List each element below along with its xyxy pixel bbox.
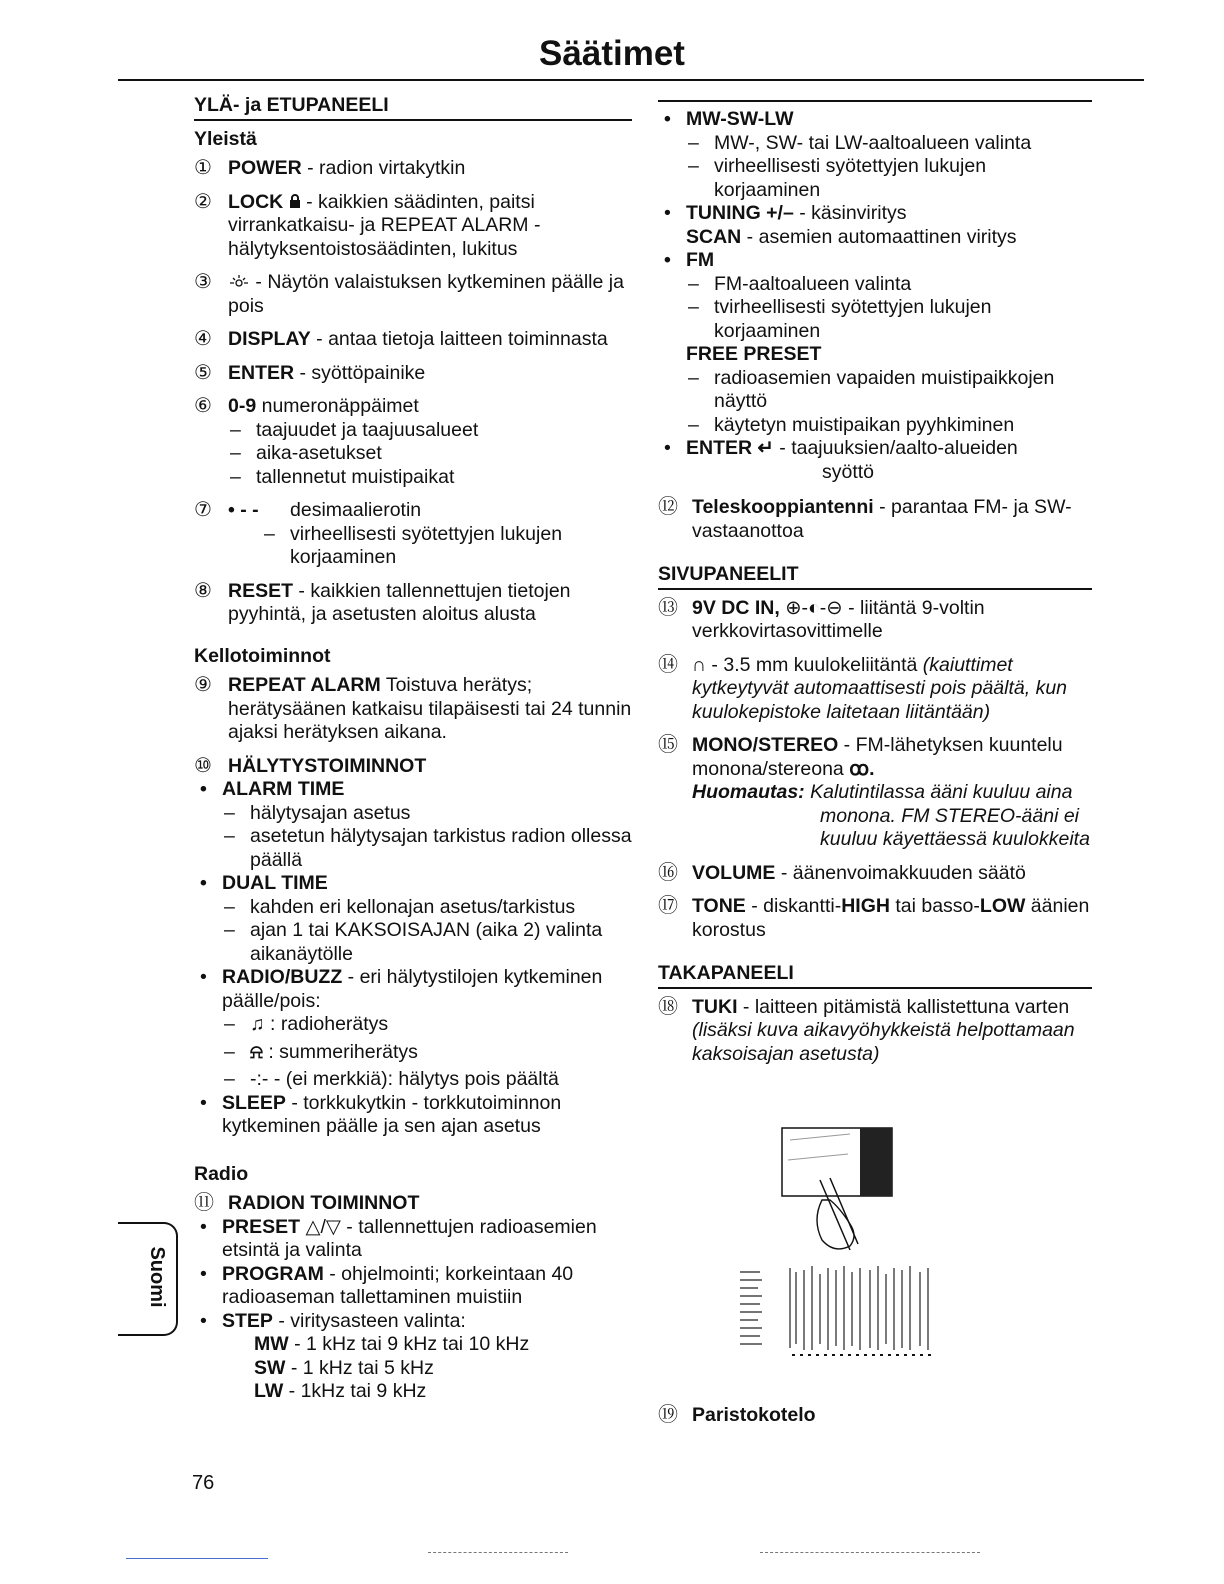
list-item: – virheellisesti syötettyjen lukujen korjaaminen — [686, 155, 1092, 202]
control-reset: ⑧ RESET - kaikkien tallennettujen tietojen pyyhintä, ja asetusten aloitus alusta — [194, 579, 571, 625]
list-item: – tallennetut muistipaikat — [228, 466, 632, 490]
control-volume: ⑯ VOLUME - äänenvoimakkuuden säätö — [658, 861, 1026, 884]
list-item: – ajan 1 tai KAKSOISAJAN (aika 2) valinta aikanäytölle — [222, 919, 632, 966]
note-body: monona. FM STEREO-ääni ei kuuluu käyettäessä kuulokkeita — [820, 804, 1090, 850]
backlight-icon — [228, 274, 250, 290]
list-item: – radioasemien vapaiden muistipaikkojen näyttö — [686, 367, 1092, 414]
list-item: – käytetyn muistipaikan pyyhkiminen — [686, 414, 1092, 438]
callout-number: ⑦ — [194, 499, 212, 521]
step-sw: SW - 1 kHz tai 5 kHz — [254, 1356, 434, 1379]
callout-number: ③ — [194, 271, 212, 293]
up-down-arrows-icon: △/▽ — [305, 1215, 341, 1238]
callout-number: ⑬ — [658, 596, 678, 619]
alarm-time: • ALARM TIME — [194, 778, 632, 802]
subheading-general: Yleistä — [194, 127, 257, 150]
list-item: – asetetun hälytysajan tarkistus radion ollessa päällä — [222, 825, 632, 872]
callout-number: ⑲ — [658, 1404, 678, 1426]
control-decimal: ⑦ • - - desimaalierotin – virheellisesti syötettyjen lukujen korjaaminen — [194, 499, 632, 570]
left-column — [194, 94, 632, 1414]
list-item: – MW-, SW- tai LW-aaltoalueen valinta — [686, 132, 1092, 156]
control-backlight: ③ - Näytön valaistuksen kytkeminen päälle ja pois — [194, 271, 624, 317]
dual-time: • DUAL TIME — [194, 872, 632, 896]
list-item: – -:- - (ei merkkiä): hälytys pois päältä — [222, 1068, 632, 1092]
preset: • PRESET △/▽ - tallennettujen radioasemien etsintä ja valinta — [194, 1216, 632, 1263]
list-item: – hälytysajan asetus — [222, 802, 632, 826]
enter: • ENTER ↵ - taajuuksien/aalto-alueiden — [658, 437, 1092, 461]
callout-number: ⑧ — [194, 579, 212, 602]
program: • PROGRAM - ohjelmointi; korkeintaan 40 radioaseman tallettaminen muistiin — [194, 1263, 632, 1310]
callout-number: ⑭ — [658, 653, 678, 676]
control-stand: ⑱ TUKI - laitteen pitämistä kallistettuna varten (lisäksi kuva aikavyöhykkeistä helpottamaan kaksoisajan asetusta) — [658, 995, 1075, 1065]
page-title: Säätimet — [539, 34, 685, 73]
headphone-icon: ∩ — [692, 653, 707, 676]
right-column — [658, 100, 1092, 1076]
list-item: – ♫ : radioherätys — [222, 1013, 632, 1037]
callout-number: ⑫ — [658, 496, 678, 518]
control-telescopic-antenna: ⑫ Teleskooppiantenni - parantaa FM- ja SW-vastaanottoa — [658, 496, 1072, 542]
callout-number: ⑩ — [194, 754, 212, 777]
list-item: – ⍾ : summeriherätys — [222, 1041, 632, 1065]
section-heading-side: SIVUPANEELIT — [658, 563, 1092, 590]
callout-number: ⑥ — [194, 395, 212, 417]
list-item: – kahden eri kellonajan asetus/tarkistus — [222, 896, 632, 920]
scan-artifact — [760, 1552, 980, 1555]
column-rule — [658, 100, 1092, 102]
control-repeat-alarm: ⑨ REPEAT ALARM Toistuva herätys; herätysäänen katkaisu tilapäisesti tai 24 tunnin ajaksi herätyksen aikana. — [194, 674, 632, 743]
page-number: 76 — [192, 1472, 215, 1494]
title-rule — [118, 79, 1144, 81]
callout-number: ⑰ — [658, 895, 678, 917]
list-item: – FM-aaltoalueen valinta — [686, 273, 1092, 297]
lock-icon — [289, 194, 301, 209]
control-enter: ⑤ ENTER - syöttöpainike — [194, 361, 426, 384]
list-item: – aika-asetukset — [228, 442, 632, 466]
callout-number: ② — [194, 190, 212, 213]
step: • STEP - viritysasteen valinta: — [194, 1310, 632, 1334]
stand-and-timezone-illustration — [730, 1120, 950, 1380]
control-numeric-keys: ⑥ 0-9 numeronäppäimet – taajuudet ja taajuusalueet – aika-asetukset – tallennetut muistipaikat — [194, 395, 632, 489]
control-mono-stereo: ⑮ MONO/STEREO - FM-lähetyksen kuuntelu monona/stereona ꝏ. Huomautas: Kalutintilassa ääni kuuluu aina monona. FM STEREO-ääni ei kuuluu käyettäessä kuulokkeita — [658, 734, 1092, 852]
sleep: • SLEEP - torkkukytkin - torkkutoiminnon kytkeminen päälle ja sen ajan asetus — [194, 1092, 632, 1139]
control-alarm-functions: ⑩ HÄLYTYSTOIMINNOT • ALARM TIME – hälytysajan asetus – asetetun hälytysajan tarkistus radion ollessa päällä • DUAL TIME – kahden eri kellonajan asetus/tarkistus – ajan 1 tai KAKSOISAJAN (aika 2) valinta aikanäytölle • RADIO/BUZZ - eri hälytystilojen kytkeminen päälle/pois: – ♫ : radioherätys – ⍾ : summeriherätys – -:- - (ei merkkiä): hälytys pois päältä • SLEEP - torkkukytkin - torkkutoiminnon kytkeminen päälle ja sen ajan asetus — [194, 755, 632, 1139]
callout-number: ⑪ — [194, 1192, 214, 1214]
subheading-radio: Radio — [194, 1162, 249, 1185]
enter-return-icon: ↵ — [757, 437, 774, 459]
note: Huomautas: Kalutintilassa ääni kuuluu aina — [692, 781, 1073, 803]
step-mw: MW - 1 kHz tai 9 kHz tai 10 kHz — [254, 1333, 530, 1355]
callout-number: ⑨ — [194, 674, 212, 696]
callout-number: ① — [194, 157, 212, 179]
music-note-icon: ♫ — [250, 1013, 265, 1035]
enter-text-continued: syöttö — [822, 460, 875, 483]
fm: • FM — [658, 249, 1092, 273]
language-tab-label: Suomi — [145, 1246, 168, 1308]
callout-number: ⑯ — [658, 861, 678, 884]
bell-icon: ⍾ — [250, 1040, 263, 1063]
step-lw: LW - 1kHz tai 9 kHz — [254, 1380, 427, 1402]
control-radio-functions: ⑪ RADION TOIMINNOT • PRESET △/▽ - tallennettujen radioasemien etsintä ja valinta • PROGRAM - ohjelmointi; korkeintaan 40 radioaseman tallettaminen muistiin • STEP - viritysasteen valinta: MW - 1 kHz tai 9 kHz tai 10 kHz SW - 1 kHz tai 5 kHz LW - 1kHz tai 9 kHz — [194, 1192, 632, 1404]
control-lock: ② LOCK - kaikkien säädinten, paitsi virrankatkaisu- ja REPEAT ALARM - hälytyksentoistosäädinten, lukitus — [194, 190, 541, 260]
list-item: – taajuudet ja taajuusalueet — [228, 419, 632, 443]
list-item: – virheellisesti syötettyjen lukujen korjaaminen — [262, 523, 632, 570]
control-display: ④ DISPLAY - antaa tietoja laitteen toiminnasta — [194, 328, 608, 350]
section-heading-top-front: YLÄ- ja ETUPANEELI — [194, 94, 632, 121]
control-battery-compartment: ⑲ Paristokotelo — [658, 1404, 816, 1426]
callout-number: ④ — [194, 328, 212, 350]
control-headphone-jack: ⑭ ∩ - 3.5 mm kuulokeliitäntä (kaiuttimet kytkeytyvät automaattisesti pois päältä, kun kuulokepistoke laitetaan liitäntään) — [658, 653, 1068, 723]
control-tone: ⑰ TONE - diskantti-HIGH tai basso-LOW äänien korostus — [658, 895, 1090, 941]
tuning: • TUNING +/– - käsinviritys — [658, 202, 1092, 226]
scan-artifact — [428, 1552, 568, 1555]
scan: SCAN - asemien automaattinen viritys — [686, 225, 1017, 248]
callout-number: ⑮ — [658, 734, 678, 756]
radio-buzz: • RADIO/BUZZ - eri hälytystilojen kytkeminen päälle/pois: — [194, 966, 632, 1013]
subheading-clock: Kellotoiminnot — [194, 644, 331, 667]
mw-sw-lw: • MW-SW-LW — [658, 108, 1092, 132]
free-preset: FREE PRESET — [686, 343, 822, 365]
list-item: – tvirheellisesti syötettyjen lukujen korjaaminen — [686, 296, 1092, 343]
callout-number: ⑤ — [194, 361, 212, 384]
control-power: ① POWER - radion virtakytkin — [194, 157, 466, 179]
control-dc-in: ⑬ 9V DC IN, ⊕-◐-⊖ - liitäntä 9-voltin verkkovirtasovittimelle — [658, 596, 985, 642]
callout-number: ⑱ — [658, 995, 678, 1018]
polarity-icon: ⊕-◐-⊖ — [779, 596, 843, 619]
bottom-rule — [126, 1558, 268, 1559]
section-heading-back: TAKAPANEELI — [658, 962, 1092, 989]
stereo-icon: ꝏ. — [849, 757, 875, 780]
